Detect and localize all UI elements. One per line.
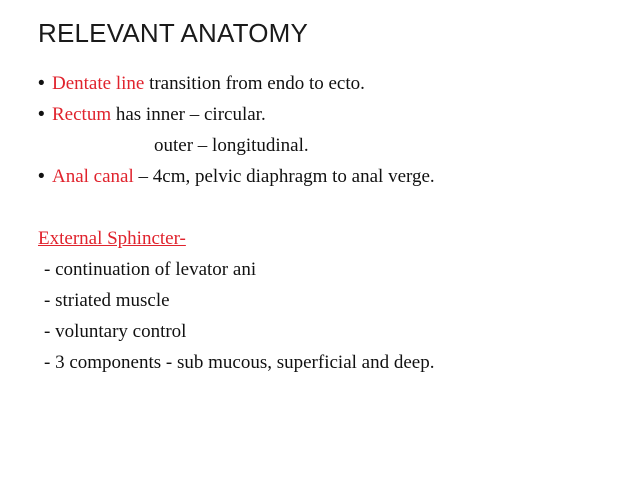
list-item: - 3 components - sub mucous, superficial and deep.: [44, 352, 435, 373]
term-anal-canal: Anal canal: [52, 166, 134, 187]
bullet-icon: •: [38, 73, 45, 94]
slide-body: [38, 68, 628, 378]
bullet-text-dentate-line: transition from endo to ecto.: [144, 73, 365, 94]
bullet-icon: •: [38, 104, 45, 125]
slide-title: RELEVANT ANATOMY: [38, 18, 309, 48]
list-item: - voluntary control: [44, 321, 187, 342]
bullet-icon: •: [38, 166, 45, 187]
list-item: - continuation of levator ani: [44, 259, 257, 280]
term-dentate-line: Dentate line: [52, 73, 145, 94]
bullet-dentate-line: [38, 68, 628, 99]
bullet-text-rectum: has inner – circular.: [111, 104, 266, 125]
bullet-anal-canal: [38, 161, 628, 192]
spacer: [38, 192, 628, 223]
rectum-outer-line: outer – longitudinal.: [154, 135, 309, 156]
bullet-text-anal-canal: – 4cm, pelvic diaphragm to anal verge.: [133, 166, 435, 187]
bullet-rectum: [38, 99, 628, 130]
list-item: - striated muscle: [44, 290, 170, 311]
term-rectum: Rectum: [52, 104, 112, 125]
section-heading-external-sphincter: External Sphincter-: [38, 228, 186, 249]
